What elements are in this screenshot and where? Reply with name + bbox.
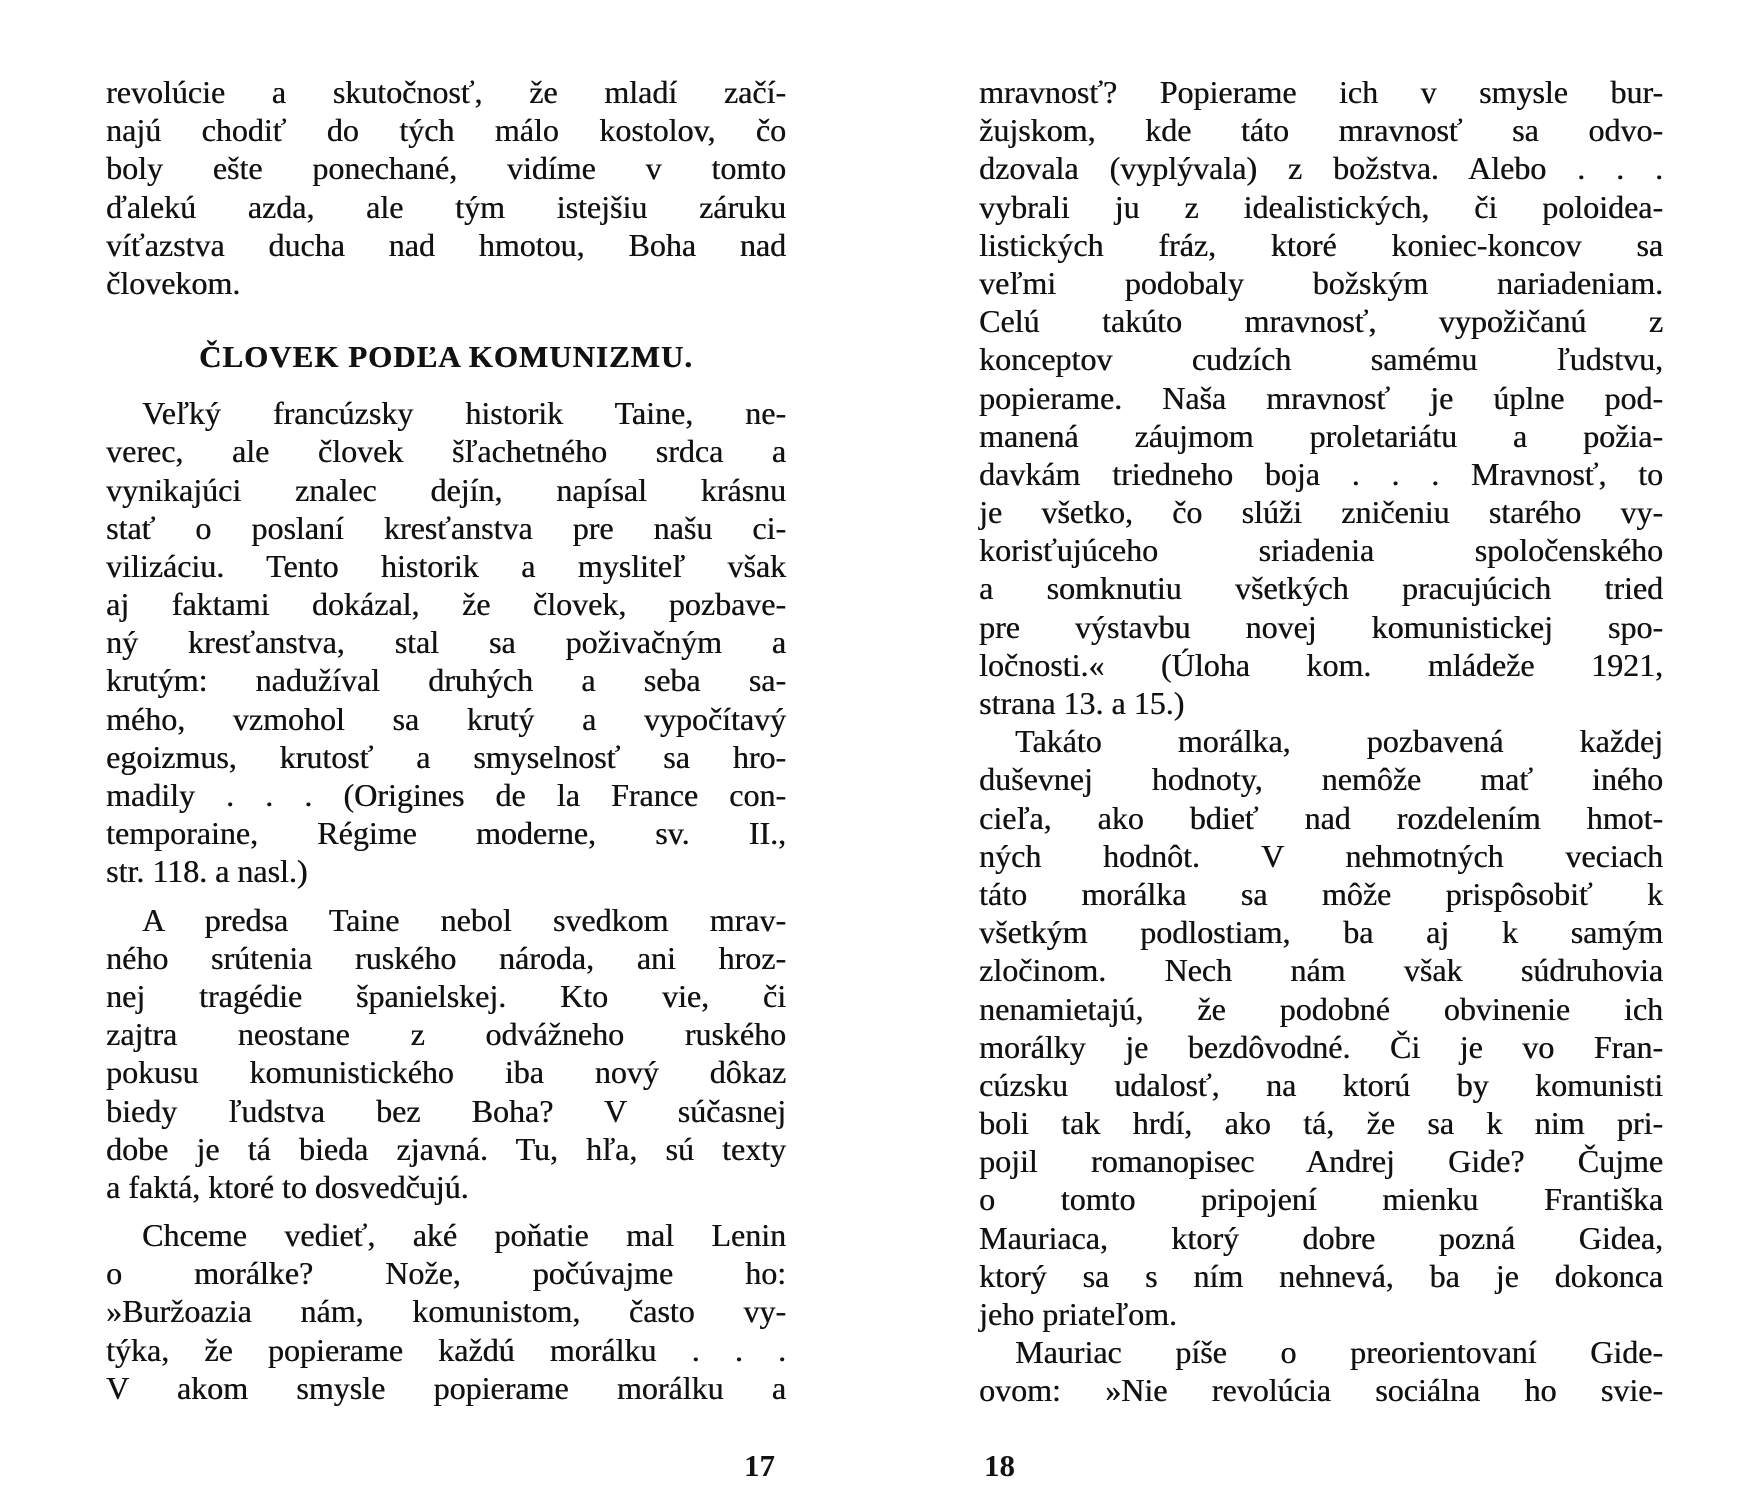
text-line: o morálke? Nože, počúvajme ho: — [106, 1255, 786, 1292]
text-line: o tomto pripojení mienku Františka — [979, 1181, 1663, 1218]
text-line: zločinom. Nech nám však súdruhovia — [979, 952, 1663, 989]
page-number-left: 17 — [744, 1448, 775, 1483]
text-line: žujskom, kde táto mravnosť sa odvo- — [979, 112, 1663, 149]
text-line: str. 118. a nasl.) — [106, 853, 308, 890]
text-line: dzovala (vyplývala) z božstva. Alebo . . . — [979, 150, 1663, 187]
text-line: »Buržoazia nám, komunistom, často vy- — [106, 1293, 786, 1330]
right-page-text — [979, 73, 1663, 1410]
text-line: nej tragédie španielskej. Kto vie, či — [106, 977, 786, 1014]
text-line: nenamietajú, že podobné obvinenie ich — [979, 990, 1663, 1027]
text-line: ný kresťanstva, stal sa poživačným a — [106, 624, 786, 661]
text-line: Chceme vedieť, aké poňatie mal Lenin — [142, 1217, 786, 1254]
paragraph — [106, 73, 786, 302]
text-line: ločnosti.« (Úloha kom. mládeže 1921, — [979, 646, 1663, 683]
text-line: krutým: nadužíval druhých a seba sa- — [106, 662, 786, 699]
text-line: mého, vzmohol sa krutý a vypočítavý — [106, 700, 786, 737]
text-line: pokusu komunistického iba nový dôkaz — [106, 1054, 786, 1091]
text-line: strana 13. a 15.) — [979, 685, 1185, 721]
text-line: cieľa, ako bdieť nad rozdelením hmot- — [979, 799, 1663, 836]
text-line: pojil romanopisec Andrej Gide? Čujme — [979, 1143, 1663, 1180]
text-line: Celú takúto mravnosť, vypožičanú z — [979, 303, 1663, 340]
text-line: ktorý sa s ním nehnevá, ba je dokonca — [979, 1257, 1663, 1294]
text-line: morálky je bezdôvodné. Či je vo Fran- — [979, 1028, 1663, 1065]
text-line: boly ešte ponechané, vidíme v tomto — [106, 150, 786, 187]
text-line: revolúcie a skutočnosť, že mladí začí- — [106, 74, 786, 110]
text-line: dobe je tá bieda zjavná. Tu, hľa, sú texty — [106, 1130, 786, 1167]
text-line: vynikajúci znalec dejín, napísal krásnu — [106, 471, 786, 508]
text-line: duševnej hodnoty, nemôže mať iného — [979, 761, 1663, 798]
text-line: mravnosť? Popierame ich v smysle bur- — [979, 74, 1663, 110]
paragraph — [979, 722, 1663, 1333]
paragraph — [979, 1333, 1663, 1409]
text-line: vybrali ju z idealistických, či poloidea- — [979, 188, 1663, 225]
left-page-text — [106, 73, 786, 1407]
text-line: človekom. — [106, 264, 241, 301]
text-line: temporaine, Régime moderne, sv. II., — [106, 815, 786, 852]
paragraph — [106, 901, 786, 1207]
text-line: konceptov cudzích samému ľudstvu, — [979, 341, 1663, 378]
text-line: manená záujmom proletariátu a požia- — [979, 417, 1663, 454]
text-line: V akom smysle popierame morálku a — [106, 1369, 786, 1406]
text-line: ovom: »Nie revolúcia sociálna ho svie- — [979, 1372, 1663, 1409]
text-line: pre výstavbu novej komunistickej spo- — [979, 608, 1663, 645]
text-line: Mauriaca, ktorý dobre pozná Gidea, — [979, 1219, 1663, 1256]
text-line: Veľký francúzsky historik Taine, ne- — [142, 395, 786, 432]
text-line: najú chodiť do tých málo kostolov, čo — [106, 112, 786, 149]
text-line: ďalekú azda, ale tým istejšiu záruku — [106, 188, 786, 225]
text-line: biedy ľudstva bez Boha? V súčasnej — [106, 1092, 786, 1129]
text-line: ného srútenia ruského národa, ani hroz- — [106, 939, 786, 976]
text-line: veľmi podobaly božským nariadeniam. — [979, 264, 1663, 301]
text-line: a somknutiu všetkých pracujúcich tried — [979, 570, 1663, 607]
text-line: a faktá, ktoré to dosvedčujú. — [106, 1168, 469, 1205]
text-line: davkám triedneho boja . . . Mravnosť, to — [979, 455, 1663, 492]
text-line: madily . . . (Origines de la France con- — [106, 777, 786, 813]
text-line: ných hodnôt. V nehmotných veciach — [979, 837, 1663, 874]
text-line: všetkým podlostiam, ba aj k samým — [979, 914, 1663, 951]
text-line: vilizáciu. Tento historik a mysliteľ však — [106, 547, 786, 584]
text-line: egoizmus, krutosť a smyselnosť sa hro- — [106, 738, 786, 775]
text-line: stať o poslaní kresťanstva pre našu ci- — [106, 509, 786, 546]
text-line: aj faktami dokázal, že človek, pozbave- — [106, 586, 786, 623]
text-line: verec, ale človek šľachetného srdca a — [106, 433, 786, 470]
page-number-right: 18 — [984, 1448, 1015, 1483]
text-line: korisťujúceho sriadenia spoločenského — [979, 532, 1663, 569]
text-line: Mauriac píše o preorientovaní Gide- — [1015, 1334, 1663, 1371]
paragraph — [106, 1216, 786, 1407]
text-line: listických fráz, ktoré koniec-koncov sa — [979, 226, 1663, 263]
text-line: je všetko, čo slúži zničeniu starého vy- — [979, 494, 1663, 531]
text-line: Takáto morálka, pozbavená každej — [1015, 723, 1663, 760]
section-heading: ČLOVEK PODĽA KOMUNIZMU. — [198, 339, 694, 375]
text-line: jeho priateľom. — [979, 1296, 1177, 1332]
text-line: cúzsku udalosť, na ktorú by komunisti — [979, 1066, 1663, 1103]
text-line: týka, že popierame každú morálku . . . — [106, 1331, 786, 1368]
text-line: víťazstva ducha nad hmotou, Boha nad — [106, 226, 786, 263]
text-line: zajtra neostane z odvážneho ruského — [106, 1016, 786, 1053]
paragraph — [106, 394, 786, 890]
text-line: popierame. Naša mravnosť je úplne pod- — [979, 379, 1663, 416]
text-line: A predsa Taine nebol svedkom mrav- — [142, 901, 786, 938]
paragraph — [979, 73, 1663, 722]
text-line: boli tak hrdí, ako tá, že sa k nim pri- — [979, 1105, 1663, 1142]
text-line: táto morálka sa môže prispôsobiť k — [979, 875, 1663, 912]
